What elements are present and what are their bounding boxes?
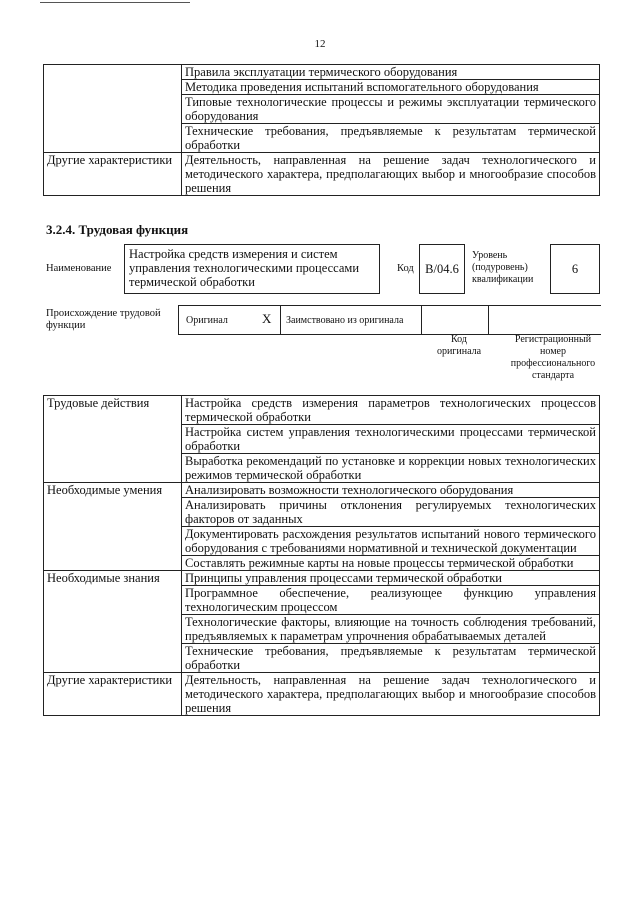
code-box [419, 244, 465, 294]
table-cell: Деятельность, направленная на решение задач технологического и методического характера, предполагающих выбор и многообразие способов решения [182, 673, 600, 716]
table-label-cell: Другие характеристики [44, 673, 182, 716]
origin-label: Происхождение трудовой функции [46, 308, 161, 331]
table-cell: Технические требования, предъявляемые к результатам термической обработки [182, 644, 600, 673]
level-label: Уровень (подуровень) квалификации [472, 250, 534, 285]
top-table [43, 64, 600, 196]
table-cell: Технические требования, предъявляемые к результатам термической обработки [182, 124, 600, 153]
function-name-box [124, 244, 380, 294]
table-cell: Анализировать причины отклонения регулируемых технологических факторов от заданных [182, 498, 600, 527]
code-value: B/04.6 [425, 262, 459, 276]
table-label-cell: Необходимые умения [44, 483, 182, 571]
table-cell: Технологические факторы, влияющие на точность соблюдения требований, предъявляемых к параметрам упрочнения обрабатываемых деталей [182, 615, 600, 644]
table-cell: Типовые технологические процессы и режимы эксплуатации термического оборудования [182, 95, 600, 124]
table-cell: Составлять режимные карты на новые процессы термической обработки [182, 556, 600, 571]
original-label: Оригинал [186, 315, 228, 326]
table-cell: Программное обеспечение, реализующее функцию управления технологическим процессом [182, 586, 600, 615]
table-label-cell: Необходимые знания [44, 571, 182, 673]
table-row [44, 65, 600, 80]
section-title: 3.2.4. Трудовая функция [46, 222, 189, 237]
table-cell: Документировать расхождения результатов испытаний нового термического оборудования с требованиями нормативной и технической документации [182, 527, 600, 556]
function-name: Настройка средств измерения и систем управления технологическими процессами термической обработки [129, 247, 360, 289]
borrowed-label: Заимствовано из оригинала [286, 315, 404, 326]
reg-caption: Регистрационный номер профессионального стандарта [510, 334, 596, 381]
code-caption: Код оригинала [436, 334, 482, 357]
table-row [44, 483, 600, 498]
table-cell: Методика проведения испытаний вспомогательного оборудования [182, 80, 600, 95]
table-row [44, 153, 600, 196]
level-value: 6 [571, 262, 579, 276]
table-label-cell: Трудовые действия [44, 396, 182, 483]
scan-edge-line [40, 2, 190, 3]
main-table [43, 395, 600, 716]
code-label: Код [397, 263, 414, 274]
origin-divider [280, 305, 281, 335]
table-cell: Анализировать возможности технологического оборудования [182, 483, 600, 498]
origin-divider [421, 305, 422, 335]
table-cell: Настройка систем управления технологическими процессами термической обработки [182, 425, 600, 454]
table-cell: Правила эксплуатации термического оборудования [182, 65, 600, 80]
name-label: Наименование [46, 263, 112, 274]
table-row [44, 396, 600, 425]
table-row [44, 673, 600, 716]
table-row [44, 571, 600, 586]
original-mark: X [262, 311, 272, 326]
table-cell: Деятельность, направленная на решение задач технологического и методического характера, предполагающих выбор и многообразие способов решения [182, 153, 600, 196]
table-label-cell: Другие характеристики [44, 153, 182, 196]
table-cell: Принципы управления процессами термической обработки [182, 571, 600, 586]
page-number: 12 [314, 38, 326, 50]
table-cell: Выработка рекомендаций по установке и коррекции новых технологических режимов термической обработки [182, 454, 600, 483]
table-cell: Настройка средств измерения параметров технологических процессов термической обработки [182, 396, 600, 425]
level-box [550, 244, 600, 294]
origin-divider [488, 305, 489, 335]
table-label-cell [44, 65, 182, 153]
